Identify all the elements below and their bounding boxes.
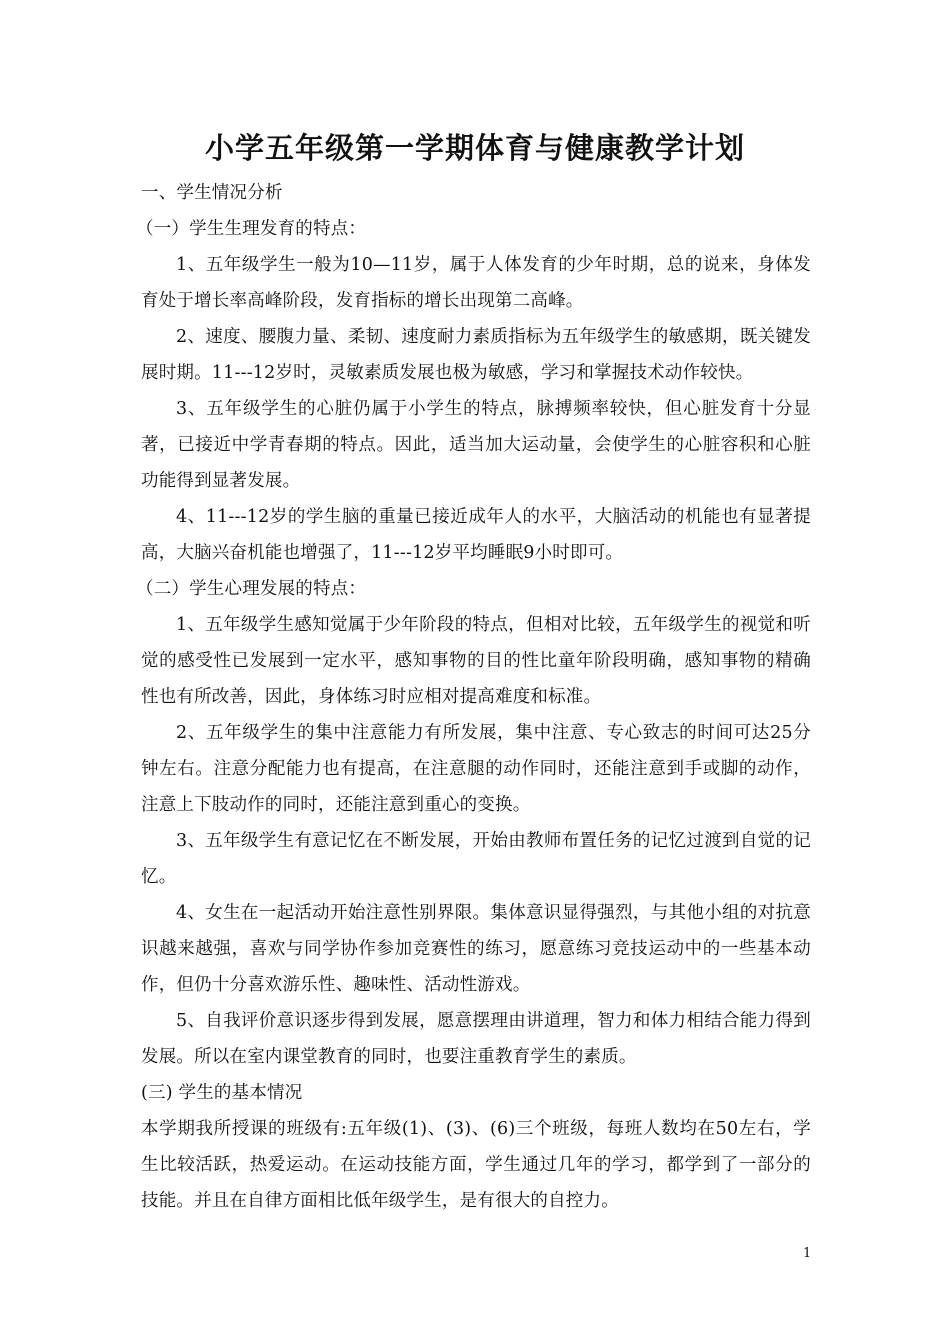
paragraph: 1、五年级学生感知觉属于少年阶段的特点，但相对比较，五年级学生的视觉和听觉的感受性已发展到一定水平，感知事物的目的性比童年阶段明确，感知事物的精确性也有所改善，因此，身体练习时应相对提高难度和标准。 (141, 615, 811, 707)
subsection-heading: （二）学生心理发展的特点： (136, 579, 367, 599)
document-title: 小学五年级第一学期体育与健康教学计划 (204, 131, 745, 165)
section-heading: 一、学生情况分析 (141, 183, 283, 203)
paragraph: 2、速度、腰腹力量、柔韧、速度耐力素质指标为五年级学生的敏感期，既关键发展时期。11---12岁时，灵敏素质发展也极为敏感，学习和掌握技术动作较快。 (141, 327, 811, 383)
paragraph: 本学期我所授课的班级有:五年级(1)、(3)、(6)三个班级，每班人数均在50左右，学生比较活跃，热爱运动。在运动技能方面，学生通过几年的学习，都学到了一部分的技能。并且在自律方面相比低年级学生，是有很大的自控力。 (141, 1119, 811, 1211)
paragraph: 3、五年级学生有意记忆在不断发展，开始由教师布置任务的记忆过渡到自觉的记忆。 (141, 831, 811, 887)
paragraph: 5、自我评价意识逐步得到发展，愿意摆理由讲道理，智力和体力相结合能力得到发展。所以在室内课堂教育的同时，也要注重教育学生的素质。 (141, 1011, 811, 1067)
paragraph: 4、11---12岁的学生脑的重量已接近成年人的水平，大脑活动的机能也有显著提高，大脑兴奋机能也增强了，11---12岁平均睡眠9小时即可。 (141, 507, 811, 563)
subsection-heading: (三) 学生的基本情况 (141, 1083, 303, 1103)
paragraph: 4、女生在一起活动开始注意性别界限。集体意识显得强烈，与其他小组的对抗意识越来越强，喜欢与同学协作参加竞赛性的练习，愿意练习竞技运动中的一些基本动作，但仍十分喜欢游乐性、趣味性、活动性游戏。 (141, 903, 811, 995)
paragraph: 3、五年级学生的心脏仍属于小学生的特点，脉搏频率较快，但心脏发育十分显著，已接近中学青春期的特点。因此，适当加大运动量，会使学生的心脏容积和心脏功能得到显著发展。 (141, 399, 811, 491)
paragraph: 1、五年级学生一般为10—11岁，属于人体发育的少年时期，总的说来，身体发育处于增长率高峰阶段，发育指标的增长出现第二高峰。 (141, 255, 811, 311)
page-number: 1 (803, 1246, 812, 1261)
subsection-heading: （一）学生生理发育的特点： (136, 219, 367, 239)
paragraph: 2、五年级学生的集中注意能力有所发展，集中注意、专心致志的时间可达25分钟左右。注意分配能力也有提高，在注意腿的动作同时，还能注意到手或脚的动作，注意上下肢动作的同时，还能注意到重心的变换。 (141, 723, 811, 815)
document-body (136, 175, 811, 1219)
